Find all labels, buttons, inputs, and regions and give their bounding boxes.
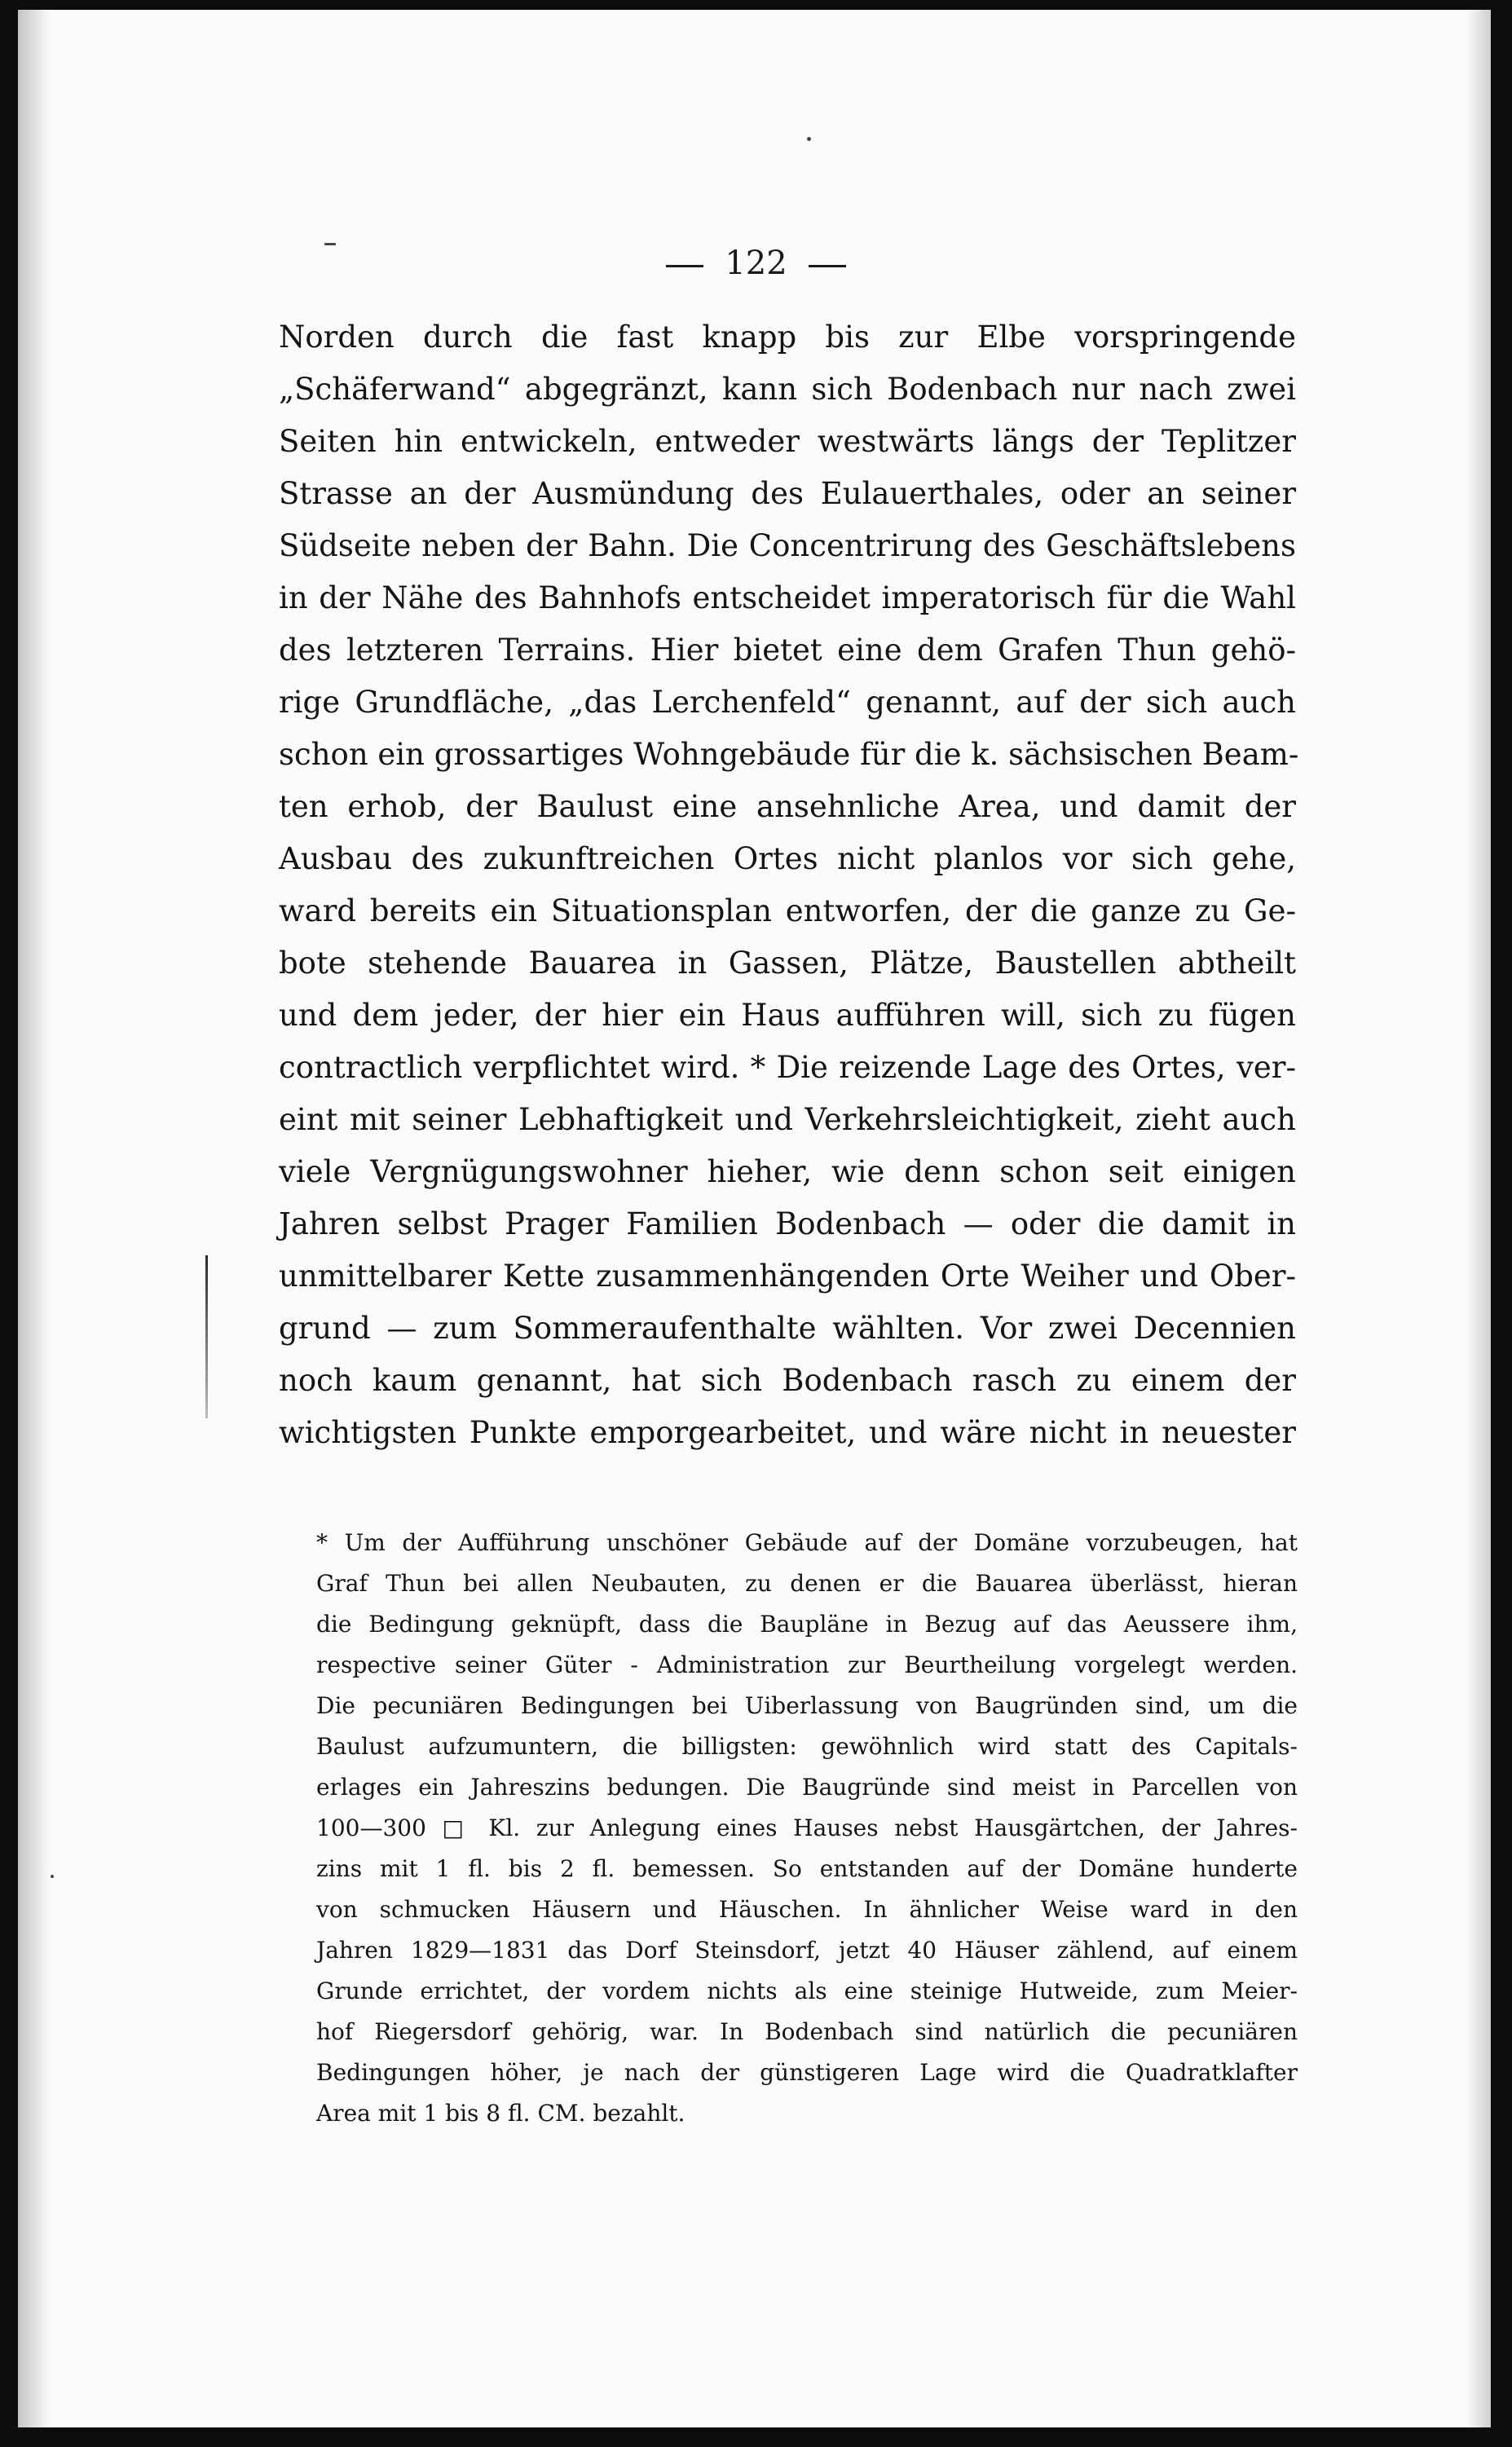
body-line: Strasse an der Ausmündung des Eulauerthales, oder an seiner: [279, 476, 1296, 511]
page-edge-shadow-right: [1466, 10, 1491, 2427]
footnote-line: zins mit 1 fl. bis 2 fl. bemessen. So entstanden auf der Domäne hunderte: [316, 1855, 1298, 1882]
body-line: Jahren selbst Prager Familien Bodenbach — oder die damit in: [279, 1206, 1296, 1241]
scan-speck: [51, 1875, 54, 1878]
body-line: ward bereits ein Situationsplan entworfen, der die ganze zu Ge-: [279, 893, 1296, 928]
body-line: Norden durch die fast knapp bis zur Elbe vorspringende: [279, 320, 1296, 355]
body-line: und dem jeder, der hier ein Haus aufführen will, sich zu fügen: [279, 998, 1296, 1033]
body-line: grund — zum Sommeraufenthalte wählten. Vor zwei Decennien: [279, 1311, 1296, 1346]
footnote-line: 100—300 □ Kl. zur Anlegung eines Hauses nebst Hausgärtchen, der Jahres-: [316, 1814, 1298, 1841]
footnote-line: von schmucken Häusern und Häuschen. In ähnlicher Weise ward in den: [316, 1896, 1298, 1923]
body-line: in der Nähe des Bahnhofs entscheidet imperatorisch für die Wahl: [279, 580, 1296, 615]
footnote-line: Die pecuniären Bedingungen bei Uiberlassung von Baugründen sind, um die: [316, 1692, 1298, 1719]
footnote: [316, 1523, 1298, 2134]
footnote-line: hof Riegersdorf gehörig, war. In Bodenbach sind natürlich die pecuniären: [316, 2018, 1298, 2045]
footnote-line: Grunde errichtet, der vordem nichts als eine steinige Hutweide, zum Meier-: [316, 1977, 1298, 2004]
body-line: schon ein grossartiges Wohngebäude für die k. sächsischen Beam-: [279, 737, 1299, 772]
footnote-line: respective seiner Güter - Administration zur Beurtheilung vorgelegt werden.: [316, 1651, 1298, 1678]
footnote-line: Area mit 1 bis 8 fl. CM. bezahlt.: [316, 2100, 685, 2127]
body-line: bote stehende Bauarea in Gassen, Plätze, Baustellen abtheilt: [279, 946, 1296, 981]
body-line: Südseite neben der Bahn. Die Concentrirung des Geschäftslebens: [279, 528, 1296, 563]
footnote-line: Bedingungen höher, je nach der günstigeren Lage wird die Quadratklafter: [316, 2059, 1298, 2086]
body-line: „Schäferwand“ abgegränzt, kann sich Bodenbach nur nach zwei: [279, 372, 1296, 407]
main-body-text: [279, 311, 1299, 1459]
margin-pencil-mark: [205, 1255, 208, 1418]
page-number: 122: [725, 245, 787, 282]
page-edge-shadow-left: [18, 10, 51, 2427]
body-line: ten erhob, der Baulust eine ansehnliche Area, und damit der: [279, 789, 1296, 824]
body-line: Seiten hin entwickeln, entweder westwärts längs der Teplitzer: [279, 424, 1296, 459]
body-line: viele Vergnügungswohner hieher, wie denn schon seit einigen: [279, 1154, 1296, 1189]
body-line: unmittelbarer Kette zusammenhängenden Orte Weiher und Ober-: [279, 1259, 1296, 1294]
body-line: contractlich verpflichtet wird. * Die reizende Lage des Ortes, ver-: [279, 1050, 1296, 1085]
footnote-line: Baulust aufzumuntern, die billigsten: gewöhnlich wird statt des Capitals-: [316, 1733, 1298, 1760]
body-line: eint mit seiner Lebhaftigkeit und Verkehrsleichtigkeit, zieht auch: [279, 1102, 1296, 1137]
body-line: rige Grundfläche, „das Lerchenfeld“ genannt, auf der sich auch: [279, 685, 1296, 720]
body-line: Ausbau des zukunftreichen Ortes nicht planlos vor sich gehe,: [279, 841, 1296, 876]
footnote-line: die Bedingung geknüpft, dass die Baupläne in Bezug auf das Aeussere ihm,: [316, 1611, 1298, 1638]
page-number-header: [0, 245, 1512, 282]
footnote-line: * Um der Aufführung unschöner Gebäude auf der Domäne vorzubeugen, hat: [316, 1529, 1298, 1556]
footnote-line: erlages ein Jahreszins bedungen. Die Baugründe sind meist in Parcellen von: [316, 1774, 1298, 1801]
footnote-line: Jahren 1829—1831 das Dorf Steinsdorf, jetzt 40 Häuser zählend, auf einem: [316, 1937, 1298, 1964]
body-line: noch kaum genannt, hat sich Bodenbach rasch zu einem der: [279, 1363, 1296, 1398]
scan-speck: [807, 137, 811, 141]
header-dash-right: [809, 265, 846, 267]
footnote-line: Graf Thun bei allen Neubauten, zu denen er die Bauarea überlässt, hieran: [316, 1570, 1298, 1597]
body-line: wichtigsten Punkte emporgearbeitet, und wäre nicht in neuester: [279, 1415, 1296, 1450]
header-dash-left: [666, 265, 703, 267]
body-line: des letzteren Terrains. Hier bietet eine dem Grafen Thun gehö-: [279, 633, 1296, 668]
